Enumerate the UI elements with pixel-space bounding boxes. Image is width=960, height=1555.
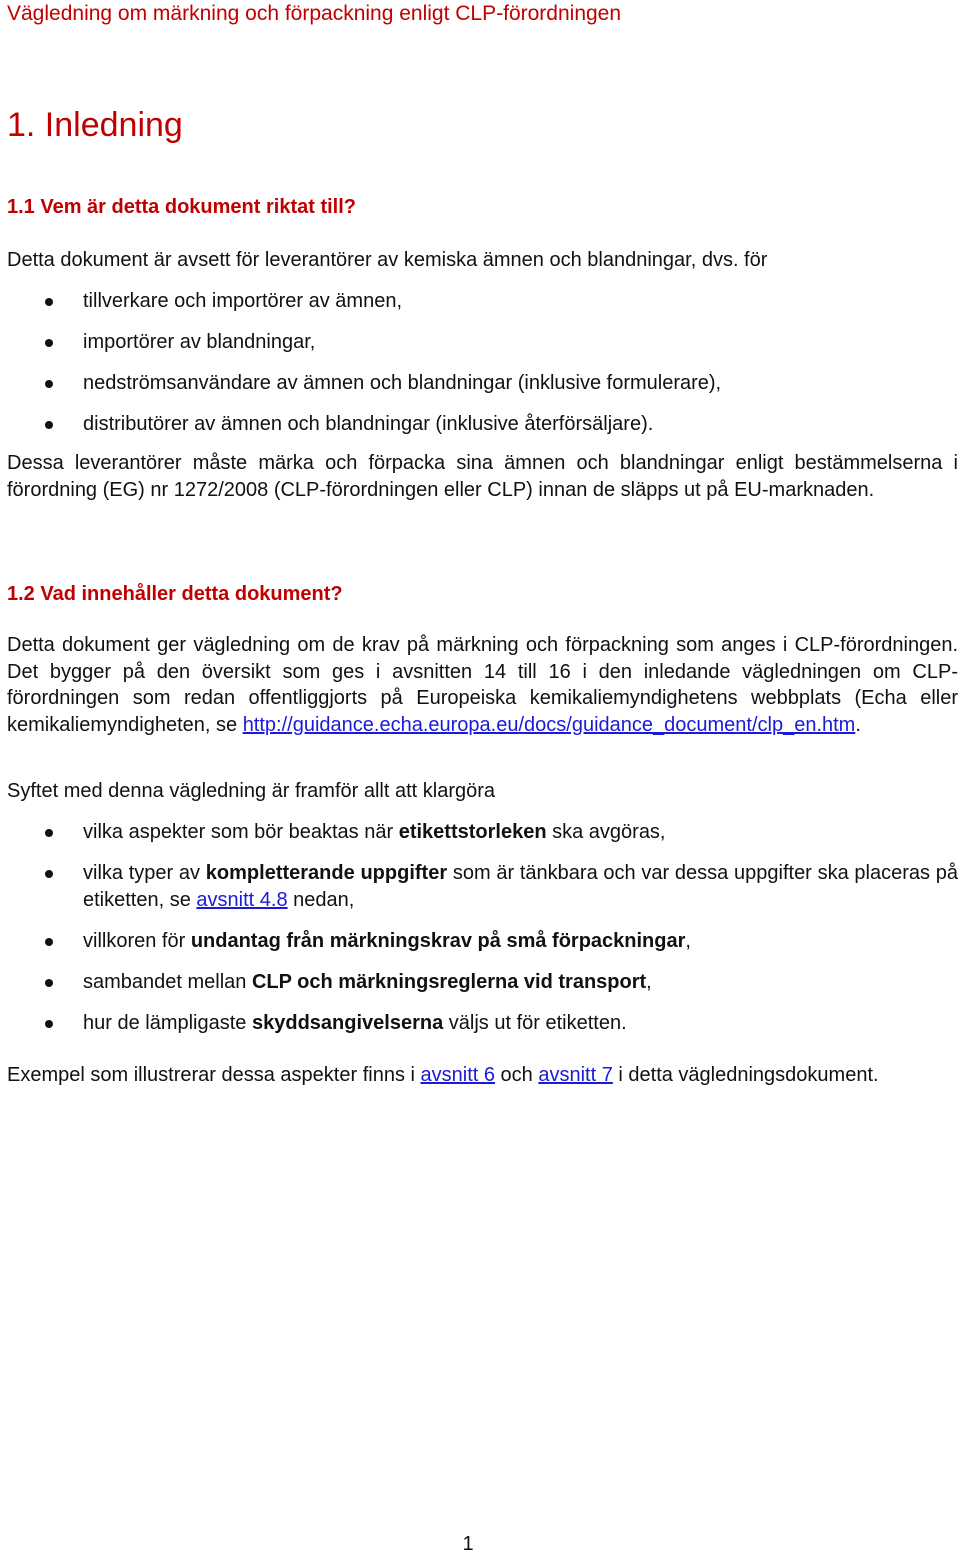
list-item-emphasis: etikettstorleken [398,821,547,843]
section-1-1-intro: Detta dokument är avsett för leverantörer av kemiska ämnen och blandningar, dvs. för [7,249,768,271]
guidance-link[interactable]: http://guidance.echa.europa.eu/docs/guidance_document/clp_en.htm [242,713,856,736]
list-item-text [83,860,958,913]
bullet-icon [45,298,53,306]
list-item-text [83,819,958,846]
examples-text: och [494,1064,539,1086]
list-item-text-part: villkoren för [83,930,191,952]
page-number: 1 [462,1533,474,1555]
section-1-2-intro [7,632,958,738]
section-1-1-heading: 1.1 Vem är detta dokument riktat till? [7,196,356,218]
list-item-text-part: väljs ut för etiketten. [443,1012,627,1034]
bullet-icon [45,339,53,347]
examples-paragraph [7,1062,958,1089]
list-item-text-part: som är tänkbara och var dessa uppgifter ska placeras på etiketten, se [83,862,958,911]
section-1-2-intro-end: . [855,713,861,736]
section-1-1-closing: Dessa leverantörer måste märka och förpacka sina ämnen och blandningar enligt bestämmelserna i förordning (EG) nr 1272/2008 (CLP-förordningen eller CLP) innan de släpps ut på EU-marknaden. [7,452,958,501]
list-item-text: nedströmsanvändare av ämnen och blandningar (inklusive formulerare), [83,372,722,394]
section-1-2-heading: 1.2 Vad innehåller detta dokument? [7,583,343,605]
section-1-2-purpose: Syftet med denna vägledning är framför allt att klargöra [7,780,496,802]
list-item-text-part: sambandet mellan [83,971,252,993]
bullet-icon [45,979,53,987]
bullet-icon [45,1020,53,1028]
bullet-icon [45,938,53,946]
section-7-link[interactable]: avsnitt 7 [538,1064,613,1086]
bullet-icon [45,870,53,878]
examples-text: Exempel som illustrerar dessa aspekter finns i [7,1064,421,1086]
document-header-title: Vägledning om märkning och förpackning enligt CLP-förordningen [7,2,622,25]
section-1-2-intro-text: Detta dokument ger vägledning om de krav på märkning och förpackning som anges i CLP-förordningen. Det bygger på den översikt som ges i avsnitten 14 till 16 i den inledande vägledningen om CLP-förordningen som redan offentliggjorts på Europeiska kemikaliemyndighetens webbplats (Echa eller kemikaliemyndigheten, se [7,634,958,736]
list-item-text: distributörer av ämnen och blandningar (inklusive återförsäljare). [83,413,654,435]
list-item-emphasis: kompletterande uppgifter [205,862,448,884]
list-item-text: importörer av blandningar, [83,331,316,353]
list-item-text-part: hur de lämpligaste [83,1012,252,1034]
list-item-text [83,1010,958,1037]
list-item-text-part: ska avgöras, [546,821,666,843]
list-item-text-part: , [646,971,652,993]
bullet-icon [45,421,53,429]
list-item-text-part: vilka aspekter som bör beaktas när [83,821,399,843]
section-1-heading: 1. Inledning [7,106,183,144]
bullet-icon [45,829,53,837]
list-item-text-part: nedan, [287,888,355,911]
list-item-text: tillverkare och importörer av ämnen, [83,290,403,312]
list-item-text [83,928,958,955]
list-item-text [83,969,958,996]
bullet-icon [45,380,53,388]
examples-text: i detta vägledningsdokument. [612,1064,879,1086]
list-item-emphasis: skyddsangivelserna [251,1012,444,1034]
list-item-emphasis: CLP och märkningsreglerna vid transport [251,971,647,993]
list-item-text-part: , [685,930,691,952]
list-item-emphasis: undantag från märkningskrav på små förpackningar [190,930,686,952]
section-4-8-link[interactable]: avsnitt 4.8 [196,888,288,911]
section-6-link[interactable]: avsnitt 6 [420,1064,495,1086]
list-item-text-part: vilka typer av [83,862,206,884]
